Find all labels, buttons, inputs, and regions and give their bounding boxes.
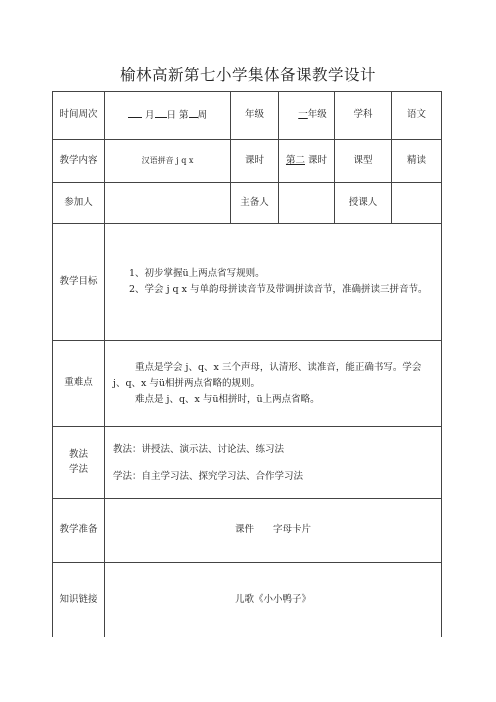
row-methods	[53, 427, 442, 499]
date-month: 月	[144, 110, 155, 122]
lesson-plan-table	[52, 91, 442, 637]
links-value: 儿歌《小小鸭子》	[105, 563, 442, 637]
objective-item: 1、初步掌握ü上两点省写规则。	[129, 268, 265, 279]
subject-label: 学科	[335, 92, 392, 140]
lead-label: 主备人	[231, 183, 279, 224]
learning-methods: 学法：自主学习法、探究学习法、合作学习法	[113, 470, 304, 482]
grade-cell	[279, 92, 335, 140]
grade-label: 年级	[231, 92, 279, 140]
methods-label	[53, 427, 105, 499]
row-key-points	[53, 341, 442, 427]
period-suffix: 课时	[304, 154, 328, 166]
learning-method-label: 学法	[68, 463, 88, 475]
objectives-text	[105, 224, 442, 341]
teaching-method-label: 教法	[68, 449, 88, 461]
row-participants	[53, 183, 442, 224]
lead-value	[279, 183, 335, 224]
teaching-methods: 教法：讲授法、演示法、讨论法、练习法	[113, 443, 285, 455]
preparation-label: 教学准备	[53, 499, 105, 563]
type-value: 精读	[392, 140, 442, 183]
row-preparation	[53, 499, 442, 563]
period-cell	[279, 140, 335, 183]
date-cell	[105, 92, 231, 140]
grade-suffix: 年级	[307, 109, 327, 121]
content-value: 汉语拼音 j q x	[105, 140, 231, 183]
subject-value: 语文	[392, 92, 442, 140]
grade-value: 一	[298, 109, 308, 121]
row-links	[53, 563, 442, 637]
date-day: 日 第	[166, 110, 189, 122]
key-points-text	[105, 341, 442, 427]
period-label: 课时	[231, 140, 279, 183]
date-week: 周	[197, 110, 208, 122]
methods-text	[105, 427, 442, 499]
time-label: 时间周次	[53, 92, 105, 140]
preparation-value: 课件 字母卡片	[105, 499, 442, 563]
teacher-value	[392, 183, 442, 224]
key-points-label: 重难点	[53, 341, 105, 427]
content-label: 教学内容	[53, 140, 105, 183]
document-title: 榆林高新第七小学集体备课教学设计	[119, 66, 376, 84]
row-objectives	[53, 224, 442, 341]
type-label: 课型	[335, 140, 392, 183]
difficulty-point: 难点是 j、q、x 与ü相拼时，ü上两点省略。	[135, 393, 320, 405]
period-value: 第二	[285, 154, 305, 166]
key-point: 重点是学会 j、q、x 三个声母，认清形、读准音，能正确书写。学会 j、q、x 与ü相拼两点省略的规则。	[113, 361, 422, 389]
teacher-label: 授课人	[335, 183, 392, 224]
participants-label: 参加人	[53, 183, 105, 224]
participants-value	[105, 183, 231, 224]
row-time	[53, 92, 442, 140]
row-content	[53, 140, 442, 183]
links-label: 知识链接	[53, 563, 105, 637]
objective-item: 2、学会 j q x 与单韵母拼读音节及带调拼读音节，准确拼读三拼音节。	[129, 284, 428, 295]
objectives-label: 教学目标	[53, 224, 105, 341]
